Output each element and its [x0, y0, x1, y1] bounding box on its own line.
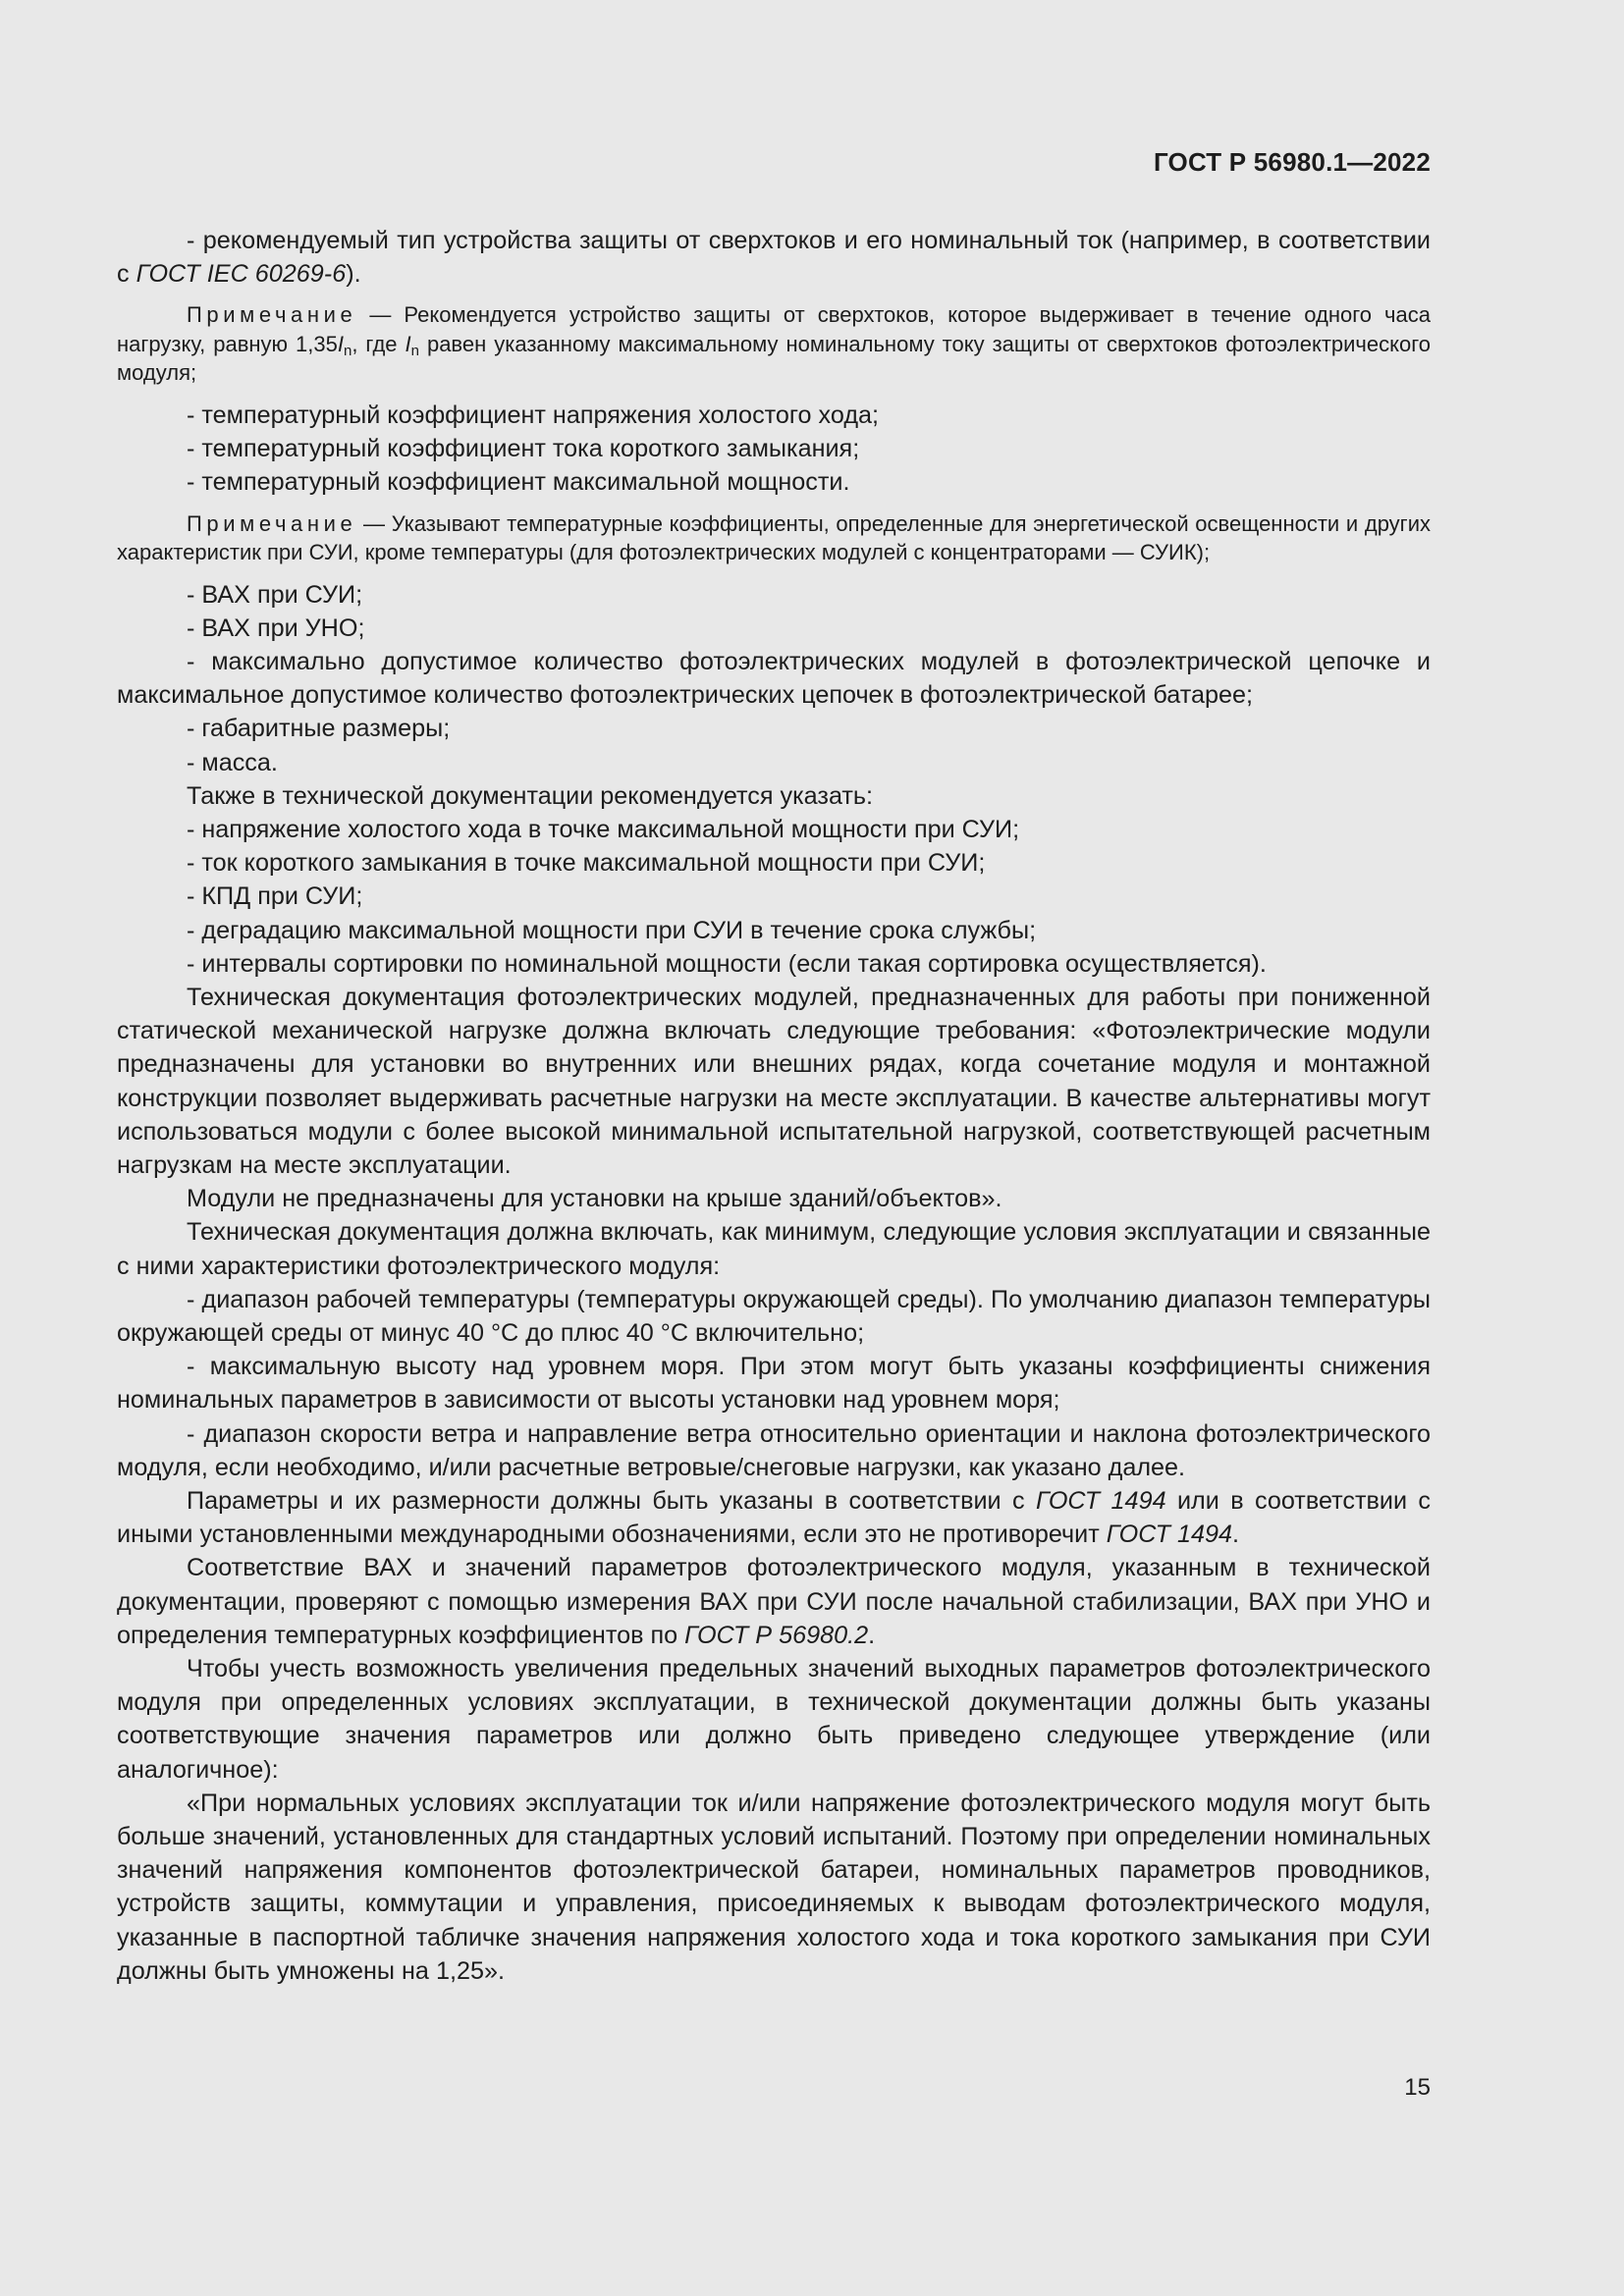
- paragraph: Также в технической документации рекомендуется указать:: [187, 781, 874, 810]
- paragraph: Техническая документация фотоэлектрических модулей, предназначенных для работы при пониженной статической механической нагрузке должна включать следующие требования: «Фотоэлектрические модули предназначены для установки во внутренних или внешних рядах, когда сочетание модуля и монтажной конструкции позволяет выдерживать расчетные нагрузки на месте эксплуатации. В качестве альтернативы могут использоваться модули с более высокой минимальной испытательной нагрузкой, соответствующей расчетным нагрузкам на месте эксплуатации.: [117, 983, 1431, 1179]
- list-item: - габаритные размеры;: [187, 715, 451, 743]
- list-item: - интервалы сортировки по номинальной мощности (если такая сортировка осуществляется).: [187, 949, 1267, 978]
- note-temperature-coefficients: Примечание — Указывают температурные коэффициенты, определенные для энергетической освещенности и других характеристик при СУИ, кроме температуры (для фотоэлектрических модулей с концентраторами — СУИК);: [117, 510, 1431, 565]
- note-label: Примечание: [187, 302, 357, 328]
- list-item: - ток короткого замыкания в точке максимальной мощности при СУИ;: [187, 849, 986, 878]
- page-content: [117, 224, 1431, 1988]
- standard-reference: ГОСТ IEC 60269-6: [135, 260, 347, 289]
- quoted-statement: «При нормальных условиях эксплуатации ток и/или напряжение фотоэлектрического модуля могут быть больше значений, установленных для стандартных условий испытаний. Поэтому при определении номинальных значений напряжения компонентов фотоэлектрической батареи, номинальных параметров проводников, устройств защиты, коммутации и управления, присоединяемых к выводам фотоэлектрического модуля, указанные в паспортной табличке значения напряжения холостого хода и тока короткого замыкания при СУИ должны быть умножены на 1,25».: [117, 1789, 1431, 1985]
- note-label: Примечание: [187, 510, 357, 536]
- list-item: - диапазон рабочей температуры (температуры окружающей среды). По умолчанию диапазон температуры окружающей среды от минус 40 °С до плюс 40 °С включительно;: [117, 1285, 1431, 1347]
- list-item: - масса.: [187, 748, 278, 776]
- standard-reference: ГОСТ Р 56980.2: [684, 1621, 869, 1649]
- paragraph: Модули не предназначены для установки на крыше зданий/объектов».: [187, 1185, 1002, 1213]
- list-item: - ВАХ при СУИ;: [187, 580, 363, 609]
- paragraph: Соответствие ВАХ и значений параметров фотоэлектрического модуля, указанным в технической документации, проверяют с помощью измерения ВАХ при СУИ после начальной стабилизации, ВАХ при УНО и определения температурных коэффициентов по ГОСТ Р 56980.2.: [117, 1554, 1431, 1649]
- list-item: - КПД при СУИ;: [187, 882, 363, 911]
- list-item: - максимально допустимое количество фотоэлектрических модулей в фотоэлектрической цепочке и максимальное допустимое количество фотоэлектрических цепочек в фотоэлектрической батарее;: [117, 647, 1431, 710]
- document-code-header: ГОСТ Р 56980.1—2022: [1153, 147, 1431, 177]
- list-item: - температурный коэффициент напряжения холостого хода;: [187, 400, 880, 429]
- page-number: 15: [1404, 2074, 1431, 2101]
- list-item: - температурный коэффициент тока короткого замыкания;: [187, 435, 860, 463]
- list-item: - диапазон скорости ветра и направление ветра относительно ориентации и наклона фотоэлектрического модуля, если необходимо, и/или расчетные ветровые/снеговые нагрузки, как указано далее.: [117, 1419, 1431, 1481]
- paragraph: Чтобы учесть возможность увеличения предельных значений выходных параметров фотоэлектрического модуля при определенных условиях эксплуатации, в технической документации должны быть указаны соответствующие значения параметров или должно быть приведено следующее утверждение (или аналогичное):: [117, 1655, 1431, 1784]
- paragraph: Параметры и их размерности должны быть указаны в соответствии с ГОСТ 1494 или в соответствии с иными установленными международными обозначениями, если это не противоречит ГОСТ 1494.: [117, 1487, 1431, 1549]
- list-item: - максимальную высоту над уровнем моря. При этом могут быть указаны коэффициенты снижения номинальных параметров в зависимости от высоты установки над уровнем моря;: [117, 1353, 1431, 1415]
- list-item: - ВАХ при УНО;: [187, 614, 365, 642]
- paragraph: Техническая документация должна включать, как минимум, следующие условия эксплуатации и связанные с ними характеристики фотоэлектрического модуля:: [117, 1218, 1431, 1280]
- list-item: - деградацию максимальной мощности при СУИ в течение срока службы;: [187, 916, 1037, 944]
- standard-reference: ГОСТ 1494: [1035, 1487, 1166, 1515]
- note-overcurrent: Примечание — Рекомендуется устройство защиты от сверхтоков, которое выдерживает в течение одного часа нагрузку, равную $1,35I_n$, где $I_n$ равен указанному максимальному номинальному току защиты от сверхтоков фотоэлектрического модуля;: [117, 302, 1431, 386]
- standard-reference: ГОСТ 1494: [1106, 1521, 1233, 1549]
- list-item: - температурный коэффициент максимальной мощности.: [187, 468, 850, 497]
- paragraph-overcurrent-protection: - рекомендуемый тип устройства защиты от сверхтоков и его номинальный ток (например, в соответствии с ГОСТ IEC 60269-6).: [117, 227, 1431, 289]
- list-item: - напряжение холостого хода в точке максимальной мощности при СУИ;: [187, 815, 1020, 843]
